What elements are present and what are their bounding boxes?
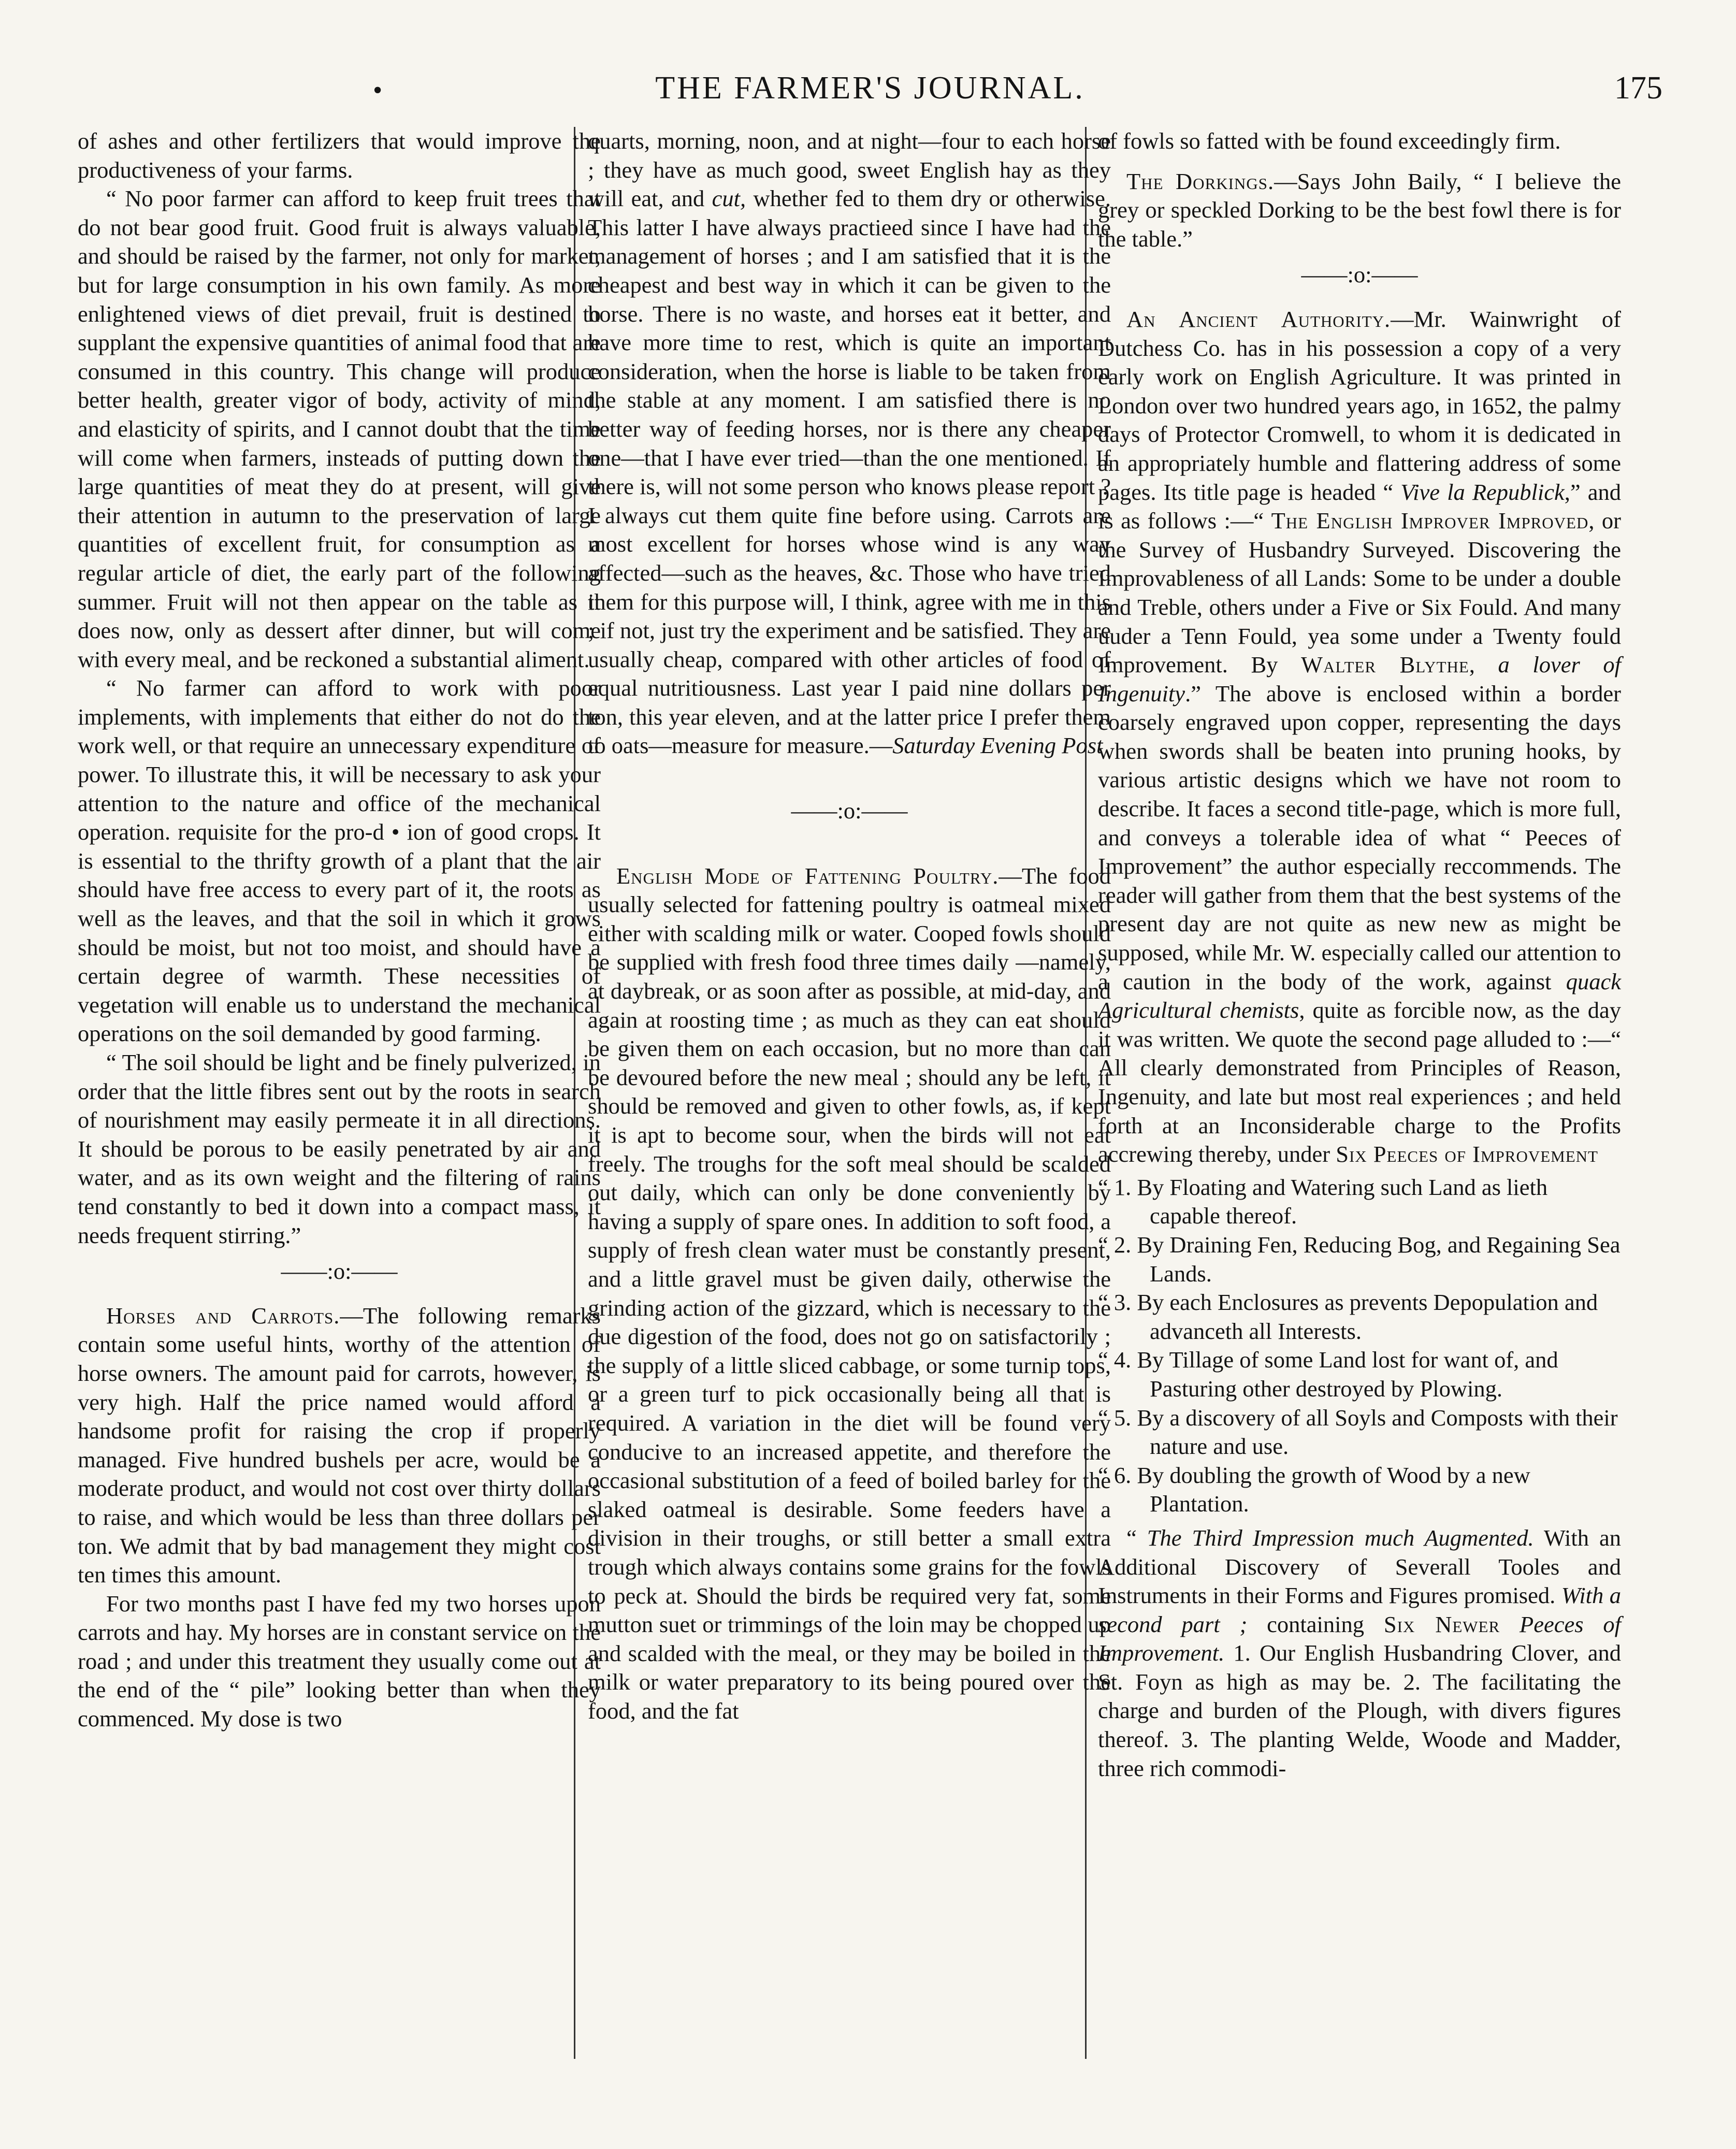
- text-run: [1500, 1611, 1520, 1637]
- article-heading: An Ancient Authority.: [1126, 306, 1391, 332]
- column-left: [78, 127, 601, 1734]
- text-run: whether fed to them dry or otherwise. This latter I have always practieed since I have had the management of horses ; and I am satisfied that it is the cheapest and best way in which it can be given to the horse. There is no waste, and horses eat it better, and have more time to rest, which is quite an important consideration, when the horse is liable to be taken from the stable at any moment. I am satisfied there is no better way of feeding horses, nor is there any cheaper one—that I have ever tried—than the one mentioned. If there is, will not some person who knows please report ? I always cut them quite fine before using. Carrots are most excellent for horses whose wind is any way affected—such as the heaves, &c. Those who have tried them for this purpose will, I think, agree with me in this ; if not, just try the experiment and be satisfied. They are usually cheap, compared with other articles of food of equal nutritiousness. Last year I paid nine dollars per ton, this year eleven, and at the latter price I prefer them to oats—measure for measure.—: [588, 185, 1111, 759]
- paragraph: “ The soil should be light and be finely pulverized, in order that the little fibres sent out by the roots in search of nourishment may easily permeate it in all directions. It should be porous to be easily penetrated by air and water, and as its own weight and the filtering of rains tend constantly to bed it down into a compact mass, it needs frequent stirring.”: [78, 1049, 601, 1248]
- article-ancient-authority: [1098, 305, 1621, 1169]
- section-separator: ——:o:——: [1301, 262, 1418, 288]
- text-run: .” The above is enclosed within a border coarsely engraved upon copper, representing the days when swords shall be beaten into pruning hooks, by various artistic designs which we have not room to describe. It faces a second title-page, which is more full, and conveys a tolerable idea of what “ Peeces of Improvement” the author especially reccommends. The reader will gather from them that the best systems of the present day are not quite as new new as might be supposed, while Mr. W. especially called our attention to a caution in the body of the work, against: [1098, 680, 1621, 994]
- list-heading: Six Peeces of Improvement: [1336, 1141, 1598, 1167]
- source-credit: Saturday Evening Post: [892, 732, 1103, 759]
- list-item: “ 2. By Draining Fen, Reducing Bog, and Regaining Sea Lands.: [1098, 1231, 1621, 1287]
- text-run: containing: [1247, 1611, 1384, 1637]
- text-run: , or the Survey of Husbandry Surveyed. Discovering the Improvableness of all Lands: Some to be under a double and Treble, others under a Five or Six Fould. And many uuder a Tenn Fould, yea some under a Twenty fould Improvement. By: [1098, 508, 1621, 678]
- article-body: —The following remarks contain some useful hints, worthy of the attention of horse owners. The amount paid for carrots, however, is very high. Half the price named would afford a handsome profit for raising the crop if properly managed. Five hundred bushels per acre, would be a moderate product, and would not cost over thirty dollars to raise, and which would be less than three dollars per ton. We admit that by bad management they might cost ten times this amount.: [78, 1302, 601, 1588]
- article-heading: The Dorkings.: [1126, 168, 1275, 194]
- article-heading: English Mode of Fattening Poultry.: [616, 862, 999, 889]
- text-run: ,: [1469, 652, 1498, 678]
- emphasis: a lover of Ingenuity: [1098, 652, 1621, 706]
- paragraph: For two months past I have fed my two horses upon carrots and hay. My horses are in constant service on the road ; and under this treatment they usually come out at the end of the “ pile” looking better than when they commenced. My dose is two: [78, 1590, 601, 1732]
- emphasis: The Third Impression much Augmented.: [1147, 1524, 1534, 1551]
- page-number: 175: [1614, 70, 1662, 106]
- text-run: “: [1126, 1524, 1147, 1551]
- paragraph: [588, 127, 1111, 760]
- column-middle: [588, 127, 1111, 1725]
- list-item: “ 5. By a discovery of all Soyls and Composts with their nature and use.: [1098, 1404, 1618, 1460]
- article-fattening-poultry: [588, 862, 1111, 1726]
- list-item: “ 1. By Floating and Watering such Land as lieth capable thereof.: [1098, 1174, 1548, 1229]
- article-dorkings: [1098, 167, 1621, 254]
- running-title: THE FARMER'S JOURNAL.: [655, 70, 1085, 106]
- paragraph: [1098, 1524, 1621, 1783]
- text-run: With an Additional Discovery of Severall Tooles and Instruments in their Forms and Figures promised.: [1098, 1524, 1621, 1609]
- text-run: 1. Our English Husbandring Clover, and St. Foyn as high as may be. 2. The facilitating the charge and burden of the Plough, with divers figures thereof. 3. The planting Welde, Woode and Madder, three rich commodi-: [1098, 1640, 1621, 1781]
- article-horses-and-carrots: [78, 1302, 601, 1590]
- list-item: “ 4. By Tillage of some Land lost for want of, and Pasturing other destroyed by Plowing.: [1098, 1347, 1558, 1402]
- paragraph: of ashes and other fertilizers that would improve the productiveness of your farms.: [78, 128, 601, 183]
- emphasis: Peeces of Improvement.: [1098, 1611, 1622, 1666]
- header-mark: •: [373, 76, 383, 105]
- paragraph: “ No farmer can afford to work with poor implements, with implements that either do not do the work well, or that require an unnecessary expenditure of power. To illustrate this, it will be necessary to ask your attention to the nature and office of the mechanical operation. requisite for the pro-d • ion of good crops. It is essential to the thrifty growth of a plant that the air should have free access to every part of it, the roots as well as the leaves, and that the soil in which it grows should be moist, but not too moist, and should have a certain degree of warmth. These necessities of vegetation will enable us to understand the mechanical operations on the soil demanded by good farming.: [78, 675, 601, 1047]
- text-run: —Mr. Wainwright of Dutchess Co. has in his possession a copy of a very early work on English Agriculture. It was printed in London over two hundred years ago, in 1652, the palmy days of Protector Cromwell, to whom it is dedicated in an appropriately humble and flattering address of some pages. Its title page is headed “: [1098, 306, 1621, 505]
- text-run: quarts, morning, noon, and at night—four to each horse ; they have as much good, sweet English hay as they will eat, and: [588, 128, 1111, 212]
- paragraph: of fowls so fatted with be found exceedingly firm.: [1098, 128, 1561, 154]
- list-item: “ 6. By doubling the growth of Wood by a new Plantation.: [1098, 1462, 1530, 1517]
- article-heading: Horses and Carrots.: [106, 1302, 340, 1329]
- book-title: The English Improver Improved: [1271, 508, 1589, 534]
- article-body: —Says John Baily, “ I believe the grey or speckled Dorking to be the best fowl there is for the table.”: [1098, 168, 1621, 252]
- emphasis: Vive la Republick: [1400, 479, 1565, 505]
- small-caps-run: Six Newer: [1383, 1611, 1500, 1637]
- text-run: ,” and is as follows :—“: [1098, 479, 1621, 534]
- list-item: “ 3. By each Enclosures as prevents Depopulation and advanceth all Interests.: [1098, 1289, 1598, 1344]
- author-name: Walter Blythe: [1300, 652, 1469, 678]
- emphasis: quack Agricultural chemists: [1098, 968, 1621, 1023]
- emphasis: With a second part ;: [1098, 1582, 1621, 1637]
- text-run: , quite as forcible now, as the day it was written. We quote the second page alluded to :—“ All clearly demonstrated from Principles of Reason, Ingenuity, and late but most real experiences ; and held forth at an Inconsiderable charge to the Profits accrewing thereby, under: [1098, 997, 1621, 1167]
- section-separator: ——:o:——: [281, 1258, 398, 1285]
- column-right: [1098, 127, 1621, 1783]
- article-body: —The food usually selected for fattening poultry is oatmeal mixed either with scalding milk or water. Cooped fowls should be supplied with fresh food three times daily —namely, at daybreak, or as soon after as possible, at mid-day, and again at roosting time ; as much as they can eat should be given them on each occasion, but no more than can be devoured before the new meal ; should any be left, it should be removed and given to other fowls, as, if kept it is apt to become sour, when the birds will not eat freely. The troughs for the soft meal should be scalded out daily, which can only be done conveniently by having a supply of spare ones. In addition to soft food, a supply of fresh clean water must be constantly present, and a little gravel must be given daily, otherwise the grinding action of the gizzard, which is necessary to the due digestion of the food, does not go on satisfactorily ; the supply of a little sliced cabbage, or some turnip tops, or a green turf to pick occasionally being all that is required. A variation in the diet will be found very conducive to an increased appetite, and therefore the occasional substitution of a feed of boiled barley for the slaked oatmeal is desirable. Some feeders have a division in their troughs, or still better a small extra trough which always contains some grains for the fowls to peck at. Should the birds be required very fat, some mutton suet or trimmings of the loin may be chopped up and scalded with the meal, or they may be boiled in the milk or water preparatory to its being poured over the food, and the fat: [588, 862, 1111, 1724]
- page-header: [78, 65, 1662, 111]
- paragraph: “ No poor farmer can afford to keep fruit trees that do not bear good fruit. Good fruit is always valuable, and should be raised by the farmer, not only for market, but for large consumption in his own family. As more enlightened views of diet prevail, fruit is destined to supplant the expensive quantities of animal food that are consumed in this country. This change will produce better health, greater vigor of body, activity of mind, and elasticity of spirits, and I cannot doubt that the time will come when farmers, insteads of putting down the large quantities of meat they do at present, will give their attention in autumn to the preservation of large quantities of excellent fruit, for consumption as a regular article of diet, the early part of the following summer. Fruit will not then appear on the table as it does now, only as dessert after dinner, but will come with every meal, and be reckoned a substantial aliment.: [78, 185, 601, 672]
- emphasis: cut,: [712, 185, 746, 212]
- section-separator: ——:o:——: [791, 798, 908, 824]
- improvement-list: [1098, 1173, 1621, 1519]
